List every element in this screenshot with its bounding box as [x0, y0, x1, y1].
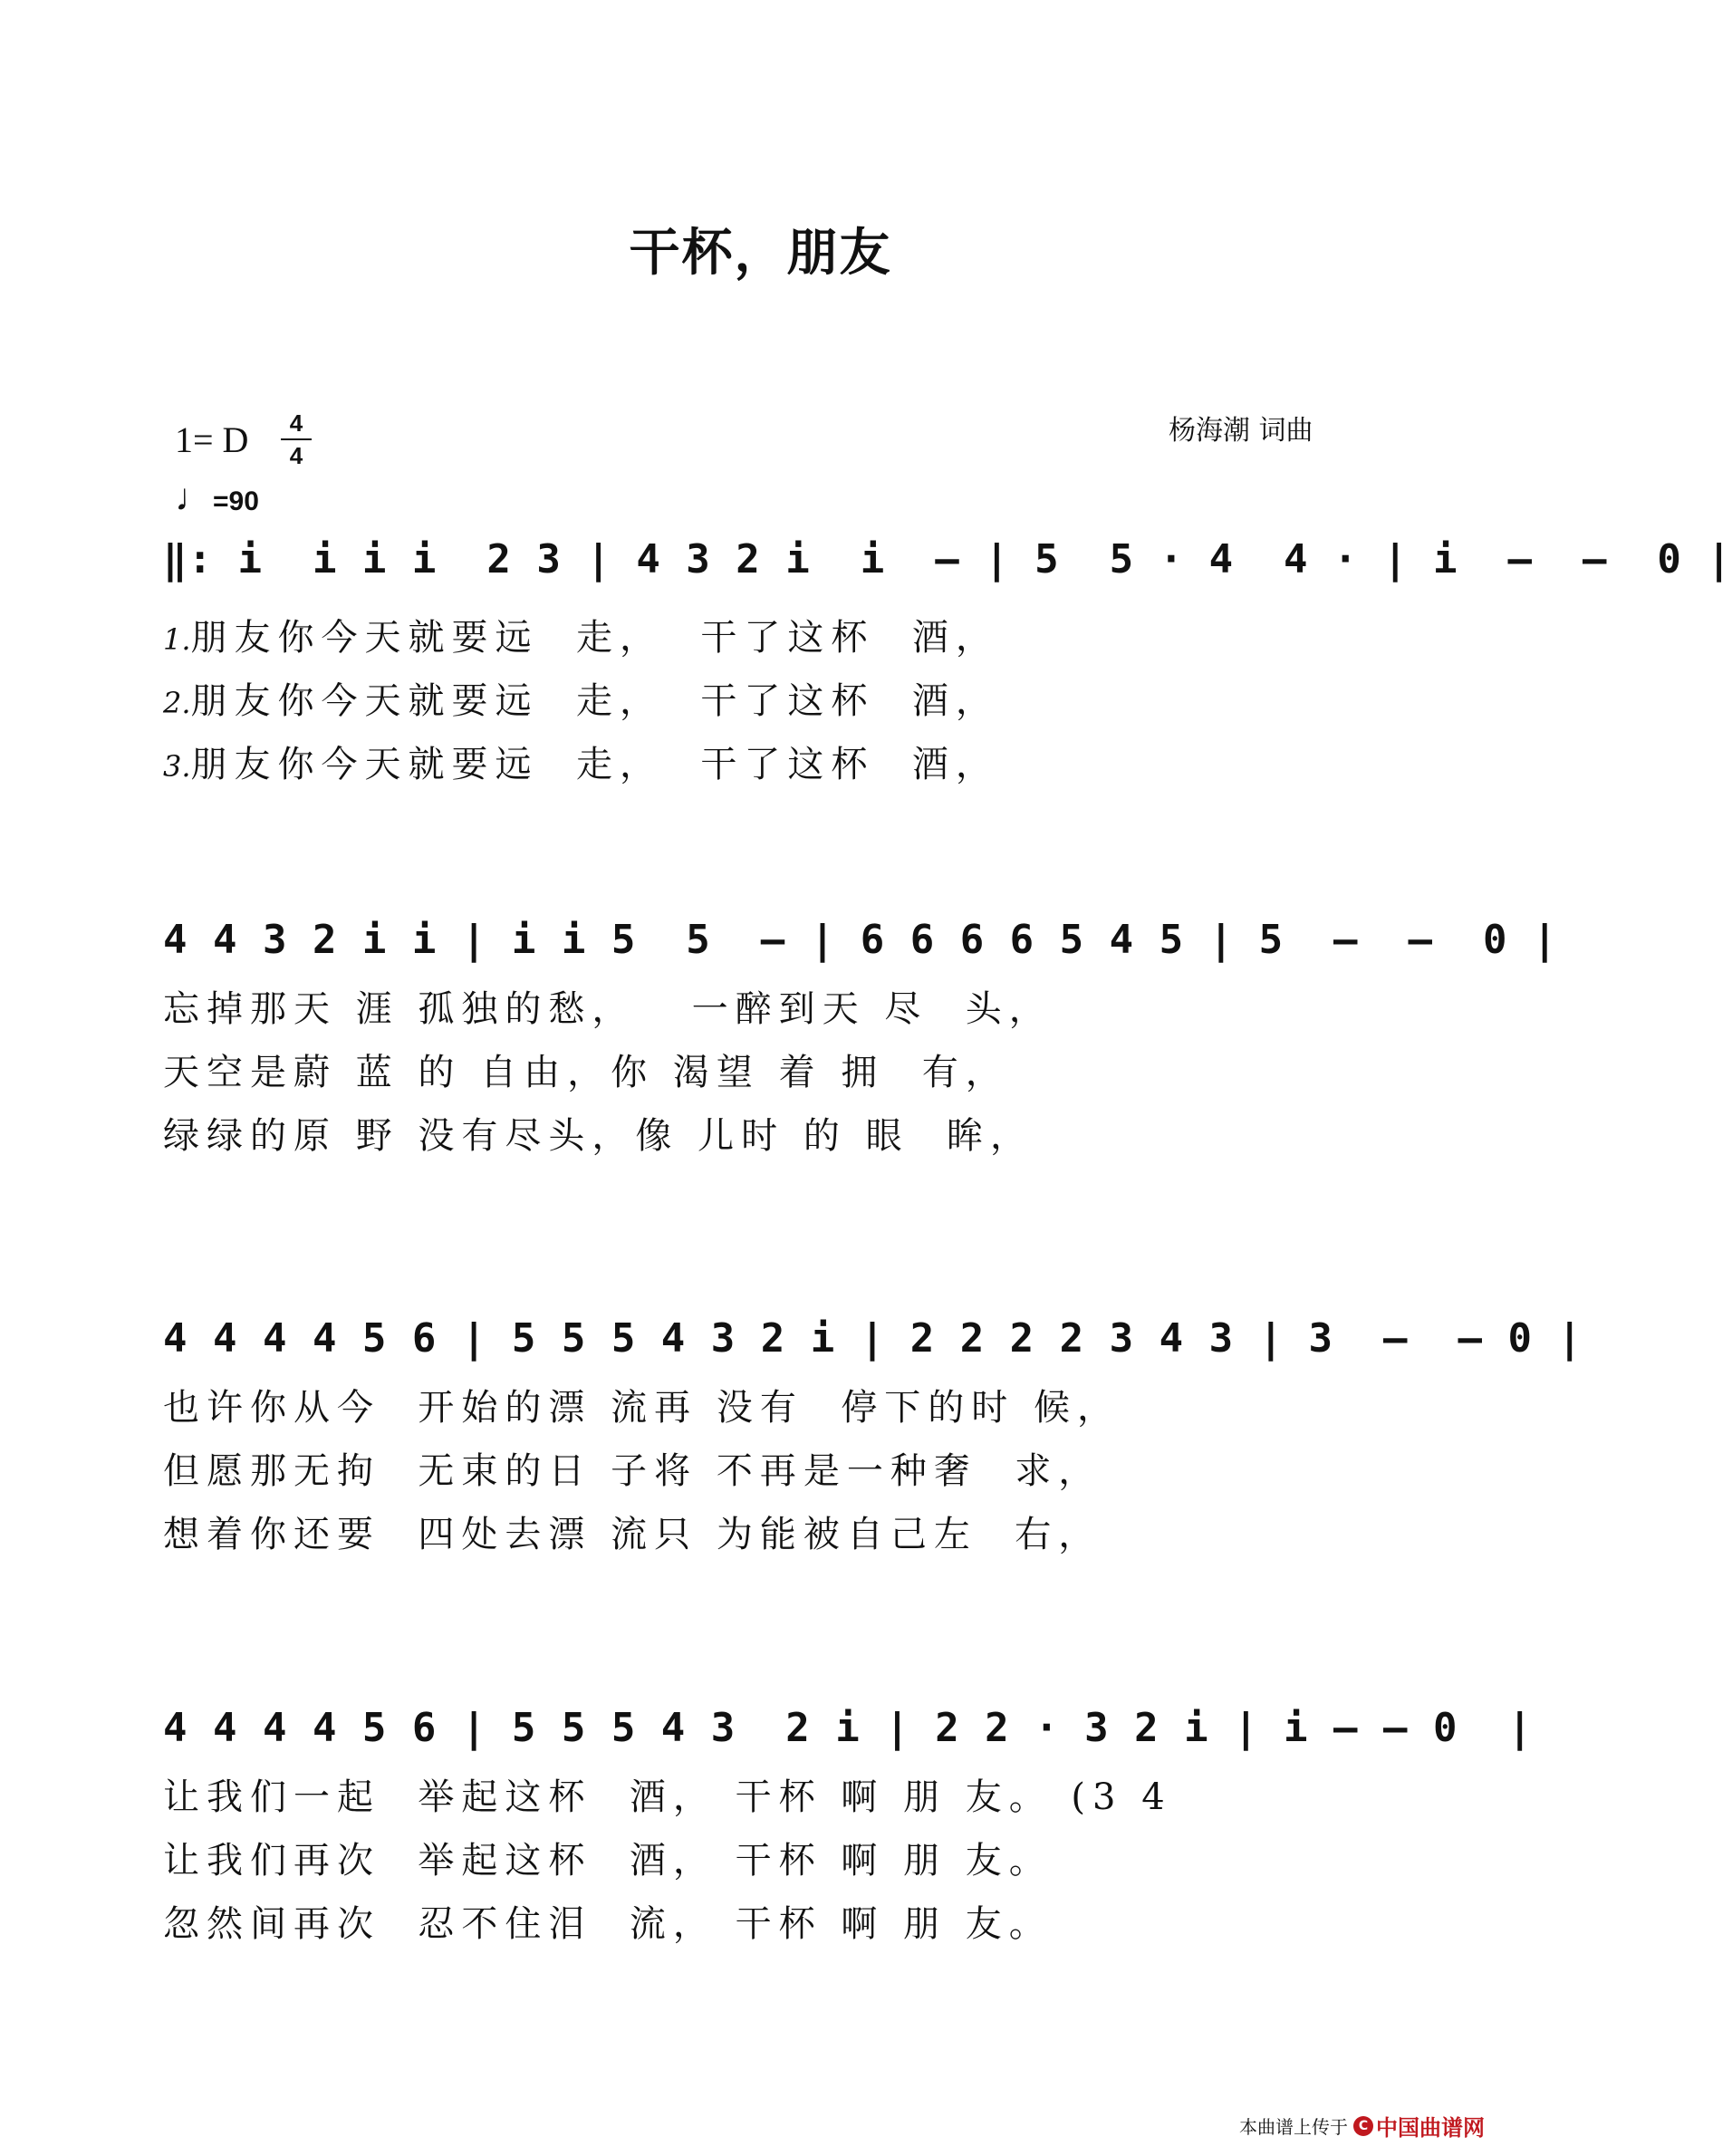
- lyric-line: [163, 1107, 1034, 1159]
- notes-system-3: 4 4 4 4 5 6 | 5 5 5 4 3 2 i | 2 2 2 2 3 4 3 | 3 — — 0 |: [163, 1315, 1583, 1362]
- song-title: 干杯，朋友: [629, 224, 892, 283]
- lyric-text: 让我们再次 举起这杯 酒， 干杯 啊 朋 友。: [163, 1840, 1053, 1882]
- time-signature-bottom: 4: [289, 442, 303, 469]
- site-logo[interactable]: [1353, 2110, 1485, 2142]
- lyric-line: [163, 1768, 1172, 1820]
- logo-text: 中国曲谱网: [1376, 2115, 1485, 2141]
- notes-system-1: ‖: i i i i 2 3 | 4 3 2 i i — | 5 5 · 4 4 · | i — — 0 |: [163, 536, 1732, 582]
- lyric-line: [163, 609, 999, 660]
- notes-system-2: 4 4 3 2 i i | i i 5 5 — | 6 6 6 6 5 4 5 | 5 — — 0 |: [163, 917, 1558, 963]
- lyric-line: [163, 1044, 1009, 1095]
- lyric-line: [163, 1832, 1053, 1883]
- lyric-text: 让我们一起 举起这杯 酒， 干杯 啊 朋 友。 (3 4: [163, 1776, 1172, 1818]
- lyric-line: [163, 736, 999, 787]
- time-signature: [281, 409, 312, 469]
- tempo-value: =90: [213, 486, 259, 516]
- lyric-text: 忘掉那天 涯 孤独的愁， 一醉到天 尽 头，: [163, 988, 1053, 1030]
- footer-watermark: [1239, 2110, 1485, 2142]
- lyric-line: [163, 980, 1053, 1032]
- lyric-line: [163, 1442, 1102, 1494]
- tempo-marking: [175, 476, 259, 519]
- logo-icon: C: [1353, 2116, 1373, 2136]
- key-signature: 1= D: [175, 419, 249, 460]
- lyric-line: [163, 1895, 1053, 1947]
- lyric-text: 朋友你今天就要远 走， 干了这杯 酒，: [190, 744, 999, 785]
- quarter-note-icon: ♩: [175, 476, 213, 518]
- footer-text: 本曲谱上传于: [1239, 2116, 1348, 2138]
- lyric-text: 也许你从今 开始的漂 流再 没有 停下的时 候，: [163, 1387, 1121, 1429]
- time-signature-top: 4: [289, 409, 303, 437]
- lyric-text: 朋友你今天就要远 走， 干了这杯 酒，: [190, 617, 999, 659]
- notes-system-4: 4 4 4 4 5 6 | 5 5 5 4 3 2 i | 2 2 · 3 2 i | i — — 0 |: [163, 1705, 1533, 1751]
- lyric-text: 绿绿的原 野 没有尽头，像 儿时 的 眼 眸，: [163, 1115, 1034, 1157]
- verse-number: 1.: [163, 622, 191, 657]
- lyric-line: [163, 672, 999, 724]
- lyric-text: 但愿那无拘 无束的日 子将 不再是一种奢 求，: [163, 1450, 1102, 1492]
- verse-number: 2.: [163, 686, 191, 720]
- lyric-text: 忽然间再次 忍不住泪 流， 干杯 啊 朋 友。: [163, 1903, 1053, 1945]
- lyric-text: 天空是蔚 蓝 的 自由，你 渴望 着 拥 有，: [163, 1052, 1009, 1093]
- verse-number: 3.: [163, 749, 191, 784]
- lyric-text: 朋友你今天就要远 走， 干了这杯 酒，: [190, 680, 999, 722]
- composer-credit: 杨海潮 词曲: [1169, 415, 1313, 447]
- lyric-text: 想着你还要 四处去漂 流只 为能被自己左 右，: [163, 1514, 1102, 1555]
- time-signature-line: [281, 438, 312, 440]
- lyric-line: [163, 1379, 1121, 1430]
- lyric-line: [163, 1506, 1102, 1557]
